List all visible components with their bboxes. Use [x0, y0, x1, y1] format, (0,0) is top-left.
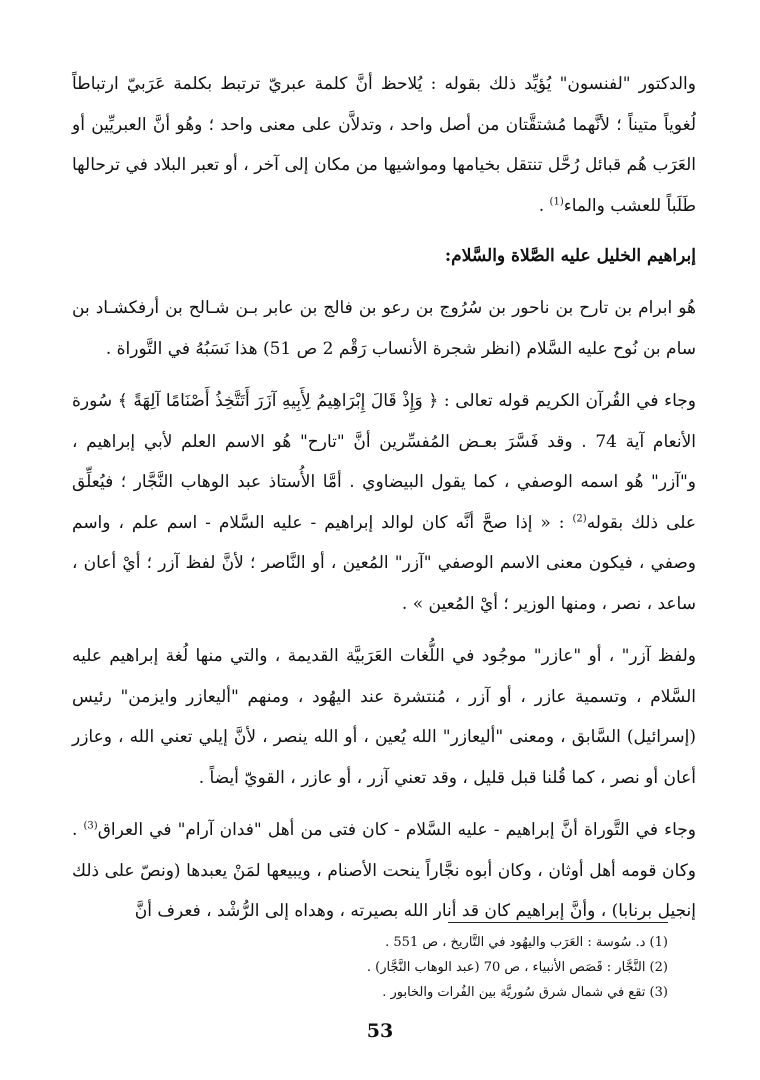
footnote-divider [448, 922, 668, 923]
footnote-3: (3) تقع في شمال شرق سُوريَّة بين الفُرات والخابور . [382, 985, 668, 1000]
paragraph-5 [72, 810, 696, 932]
paragraph-3-quote: : « إذا صحَّ أنَّه كان لوالد إبراهيم - عليه السَّلام - اسم علم ، واسم وصفي ، فيكون معنى الاسم الوصفي "آزر" المُعين ، أو النَّاصر ؛ لأنَّ لفظ آزر ؛ أيْ أعان ، ساعد ، نصر ، ومنها الوزير ؛ أيْ المُعين » . [72, 512, 697, 614]
paragraph-1 [72, 64, 696, 226]
paragraph-6-text: وكان قومه أهل أوثان ، وكان أبوه نجَّاراً ينحت الأصنام ، ويبيعها لمَنْ يعبدها (ونصّ على ذلك إنجيل برنابا) ، وأنَّ إبراهيم كان قد أنار الله بصيرته ، وهداه إلى الرُّشْد ، فعرف أنَّ [72, 860, 696, 921]
footnote-ref-2[interactable]: (2) [572, 512, 587, 524]
paragraph-3 [72, 381, 696, 624]
paragraph-5-text: وجاء في التَّوراة أنَّ إبراهيم - عليه السَّلام - كان فتى من أهل "فدان آرام" في العراق [97, 820, 696, 840]
footnote-2: (2) النَّجَّار : قَصَص الأنبياء ، ص 70 (عبد الوهاب النَّجَّار) . [366, 960, 668, 975]
section-heading: إبراهيم الخليل عليه الصَّلاة والسَّلام: [444, 246, 696, 266]
paragraph-3-text: وجاء في القُرآن الكريم قوله تعالى : ﴿ وَإِذْ قَالَ إِبْرَاهِيمُ لِأَبِيهِ آزَرَ أَتَتَّخِذُ أَصْنَامًا آلِهَةً ﴾ سُورة الأنعام آية 74 . وقد فَسَّرَ بعـض المُفسِّرين أنَّ "تارح" هُو الاسم العلم لأبي إبراهيم ، و"آزر" هُو اسمه الوصفي ، كما يقول البيضاوي . أمَّا الأُستاذ عبد الوهاب النَّجَّار ؛ فيُعلِّق على ذلك بقوله [72, 391, 697, 533]
paragraph-2: هُو ابرام بن تارح بن ناحور بن سُرُوج بن رعو بن فالج بن عابر بـن شـالح بن أرفكشـاد بن سام بن نُوح عليه السَّلام (انظر شجرة الأنساب رَقْم 2 ص 51) هذا نَسَبُهُ في التَّوراة . [72, 298, 696, 359]
footnote-ref-1[interactable]: (1) [549, 195, 564, 207]
footnote-1: (1) د. سُوسة : العَرَب واليهُود في التَّاريخ ، ص 551 . [385, 935, 668, 950]
page-number: 53 [366, 1020, 394, 1042]
paragraph-4: ولفظ آزر" ، أو "عازر" موجُود في اللُّغات العَرَبيَّة القديمة ، والتي منها لُغة إبراهيم عليه السَّلام ، وتسمية عازر ، أو آزر ، مُنتشرة عند اليهُود ، ومنهم "أليعازر وايزمن" رئيس (إسرائيل) السَّابق ، ومعنى "أليعازر" الله يُعين ، أو الله ينصر ، لأنَّ إيلي تعني الله ، وعازر أعان أو نصر ، كما قُلنا قبل قليل ، وقد تعني آزر ، أو عازر ، القويّ أيضاً . [72, 646, 696, 788]
footnote-ref-3[interactable]: (3) [83, 820, 98, 832]
paragraph-1-text: والدكتور "لفنسون" يُؤيِّد ذلك بقوله : يُلاحظ أنَّ كلمة عبريّ ترتبط بكلمة عَرَبيّ ارتباطاً لُغوياً متيناً ؛ لأنَّهما مُشتقَّتان من أصل واحد ، وتدلاَّن على معنى واحد ؛ وهُو أنَّ العبريِّين أو العَرَب هُم قبائل رُحَّل تنتقل بخيامها ومواشيها من مكان إلى آخر ، أو تعبر البلاد في ترحالها طَلَباً للعشب والماء [72, 74, 696, 216]
footnotes [80, 930, 668, 1005]
paragraph-5-end: . [72, 820, 84, 840]
paragraph-1-end: . [538, 195, 550, 216]
